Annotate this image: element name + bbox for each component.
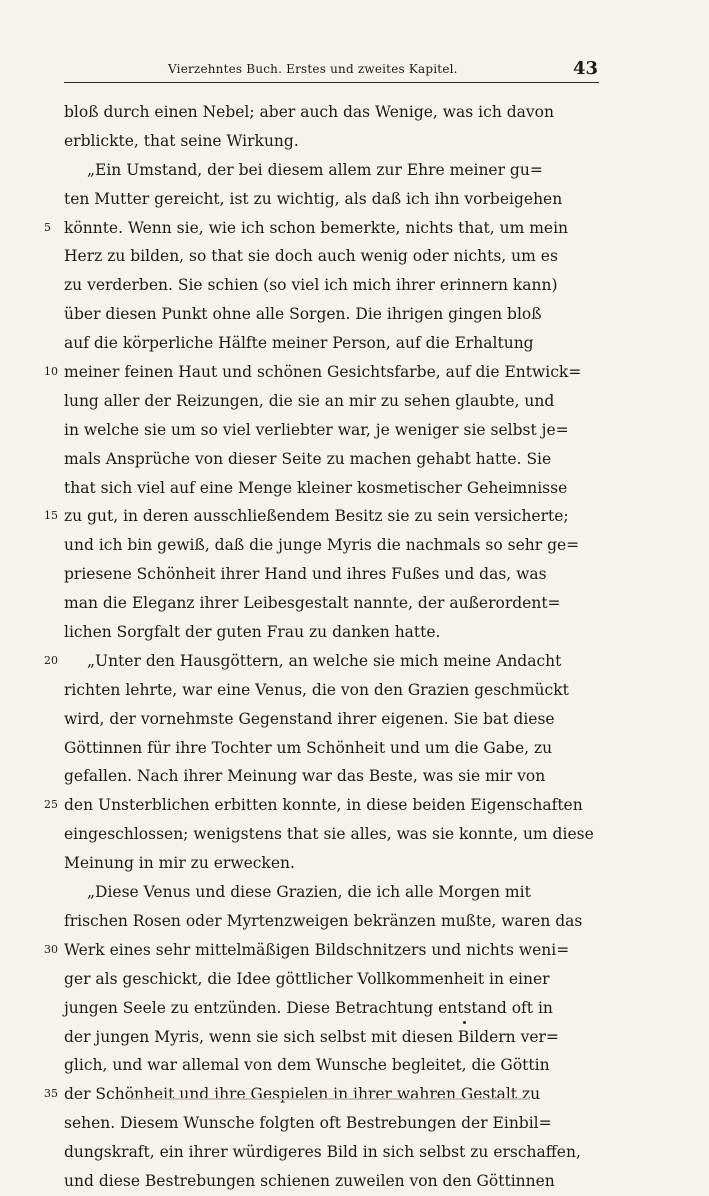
text-line [64,127,604,156]
text-line [64,1051,604,1080]
line-text: bloß durch einen Nebel; aber auch das Wenige, was ich davon [64,103,554,121]
line-text: sehen. Diesem Wunsche folgten oft Bestrebungen der Einbil= [64,1114,552,1133]
text-line [44,502,604,531]
line-text: meiner feinen Haut und schönen Gesichtsfarbe, auf die Entwick= [64,363,582,382]
line-text: „Ein Umstand, der bei diesem allem zur Ehre meiner gu= [87,160,543,179]
text-line [64,878,604,907]
line-text: jungen Seele zu entzünden. Diese Betrachtung entstand oft in [64,998,553,1017]
line-text: erblickte, that seine Wirkung. [64,131,299,150]
line-text: that sich viel auf eine Menge kleiner kosmetischer Geheimnisse [64,478,568,497]
line-text: richten lehrte, war eine Venus, die von den Grazien geschmückt [64,680,569,699]
text-line [64,98,604,127]
line-text: der jungen Myris, wenn sie sich selbst mit diesen Bildern ver= [64,1027,559,1046]
line-text: Herz zu bilden, so that sie doch auch wenig oder nichts, um es [64,247,558,266]
line-number: 25 [44,798,58,812]
line-text: der Schönheit und ihre Gespielen in ihrer wahren Gestalt zu [64,1085,541,1104]
line-text: lung aller der Reizungen, die sie an mir zu sehen glaubte, und [64,391,555,410]
text-line [64,676,604,705]
line-text: zu gut, in deren ausschließendem Besitz sie zu sein versicherte; [64,507,569,526]
text-line [64,185,604,214]
line-number: 20 [44,653,58,667]
line-number: 10 [44,365,58,379]
page-number: 43 [573,58,599,79]
running-head: Vierzehntes Buch. Erstes und zweites Kapitel. [168,62,458,76]
text-line [64,329,604,358]
header-rule [64,82,599,83]
ink-speck [463,1021,466,1024]
text-line [64,560,604,589]
line-text: wird, der vornehmste Gegenstand ihrer eigenen. Sie bat diese [64,709,555,728]
line-text: ger als geschickt, die Idee göttlicher Vollkommenheit in einer [64,969,550,988]
text-line [64,300,604,329]
text-line [64,734,604,763]
text-line [64,820,604,849]
text-line [64,156,604,185]
text-line [64,705,604,734]
text-line [64,965,604,994]
line-text: lichen Sorgfalt der guten Frau zu danken hatte. [64,623,441,642]
text-line [64,1138,604,1167]
text-line [64,1167,604,1196]
line-number: 15 [44,509,58,523]
text-line [64,1023,604,1052]
text-line [64,589,604,618]
text-line [64,618,604,647]
bottom-edge-rule [130,1098,530,1100]
line-text: eingeschlossen; wenigstens that sie alles, was sie konnte, um diese [64,825,594,844]
line-text: gefallen. Nach ihrer Meinung war das Beste, was sie mir von [64,767,546,786]
text-line [64,271,604,300]
line-number: 5 [44,220,51,234]
text-line [64,416,604,445]
line-text: „Diese Venus und diese Grazien, die ich alle Morgen mit [87,883,531,902]
text-line [44,1080,604,1109]
line-number: 30 [44,942,58,956]
text-line [64,1109,604,1138]
line-text: frischen Rosen oder Myrtenzweigen bekränzen mußte, waren das [64,911,583,930]
text-line [64,474,604,503]
text-line [44,791,604,820]
line-text: mals Ansprüche von dieser Seite zu machen gehabt hatte. Sie [64,449,552,468]
line-text: und diese Bestrebungen schienen zuweilen von den Göttinnen [64,1171,555,1190]
text-line [64,907,604,936]
line-text: könnte. Wenn sie, wie ich schon bemerkte, nichts that, um mein [64,218,569,237]
text-line [44,214,604,243]
text-line [44,936,604,965]
text-line [64,849,604,878]
line-text: den Unsterblichen erbitten konnte, in diese beiden Eigenschaften [64,796,583,815]
line-text: glich, und war allemal von dem Wunsche begleitet, die Göttin [64,1056,550,1075]
line-text: „Unter den Hausgöttern, an welche sie mich meine Andacht [87,651,562,670]
line-text: auf die körperliche Hälfte meiner Person, auf die Erhaltung [64,334,534,353]
line-text: und ich bin gewiß, daß die junge Myris die nachmals so sehr ge= [64,536,580,555]
text-line [64,445,604,474]
line-text: ten Mutter gereicht, ist zu wichtig, als daß ich ihn vorbeigehen [64,189,563,208]
line-text: zu verderben. Sie schien (so viel ich mich ihrer erinnern kann) [64,276,558,295]
text-line [44,358,604,387]
line-text: in welche sie um so viel verliebter war, je weniger sie selbst je= [64,420,569,439]
text-line [64,762,604,791]
line-text: dungskraft, ein ihrer würdigeres Bild in sich selbst zu erschaffen, [64,1143,581,1162]
line-number: 35 [44,1087,58,1101]
text-line [64,242,604,271]
line-text: priesene Schönheit ihrer Hand und ihres Fußes und das, was [64,565,547,584]
line-text: man die Eleganz ihrer Leibesgestalt nannte, der außerordent= [64,594,561,613]
text-line [44,647,604,676]
line-text: über diesen Punkt ohne alle Sorgen. Die ihrigen gingen bloß [64,305,542,324]
line-text: Meinung in mir zu erwecken. [64,854,295,873]
line-text: Werk eines sehr mittelmäßigen Bildschnitzers und nichts weni= [64,940,570,959]
text-line [64,531,604,560]
text-line [64,387,604,416]
body-text [44,98,604,1196]
line-text: Göttinnen für ihre Tochter um Schönheit und um die Gabe, zu [64,738,553,757]
text-line [64,994,604,1023]
